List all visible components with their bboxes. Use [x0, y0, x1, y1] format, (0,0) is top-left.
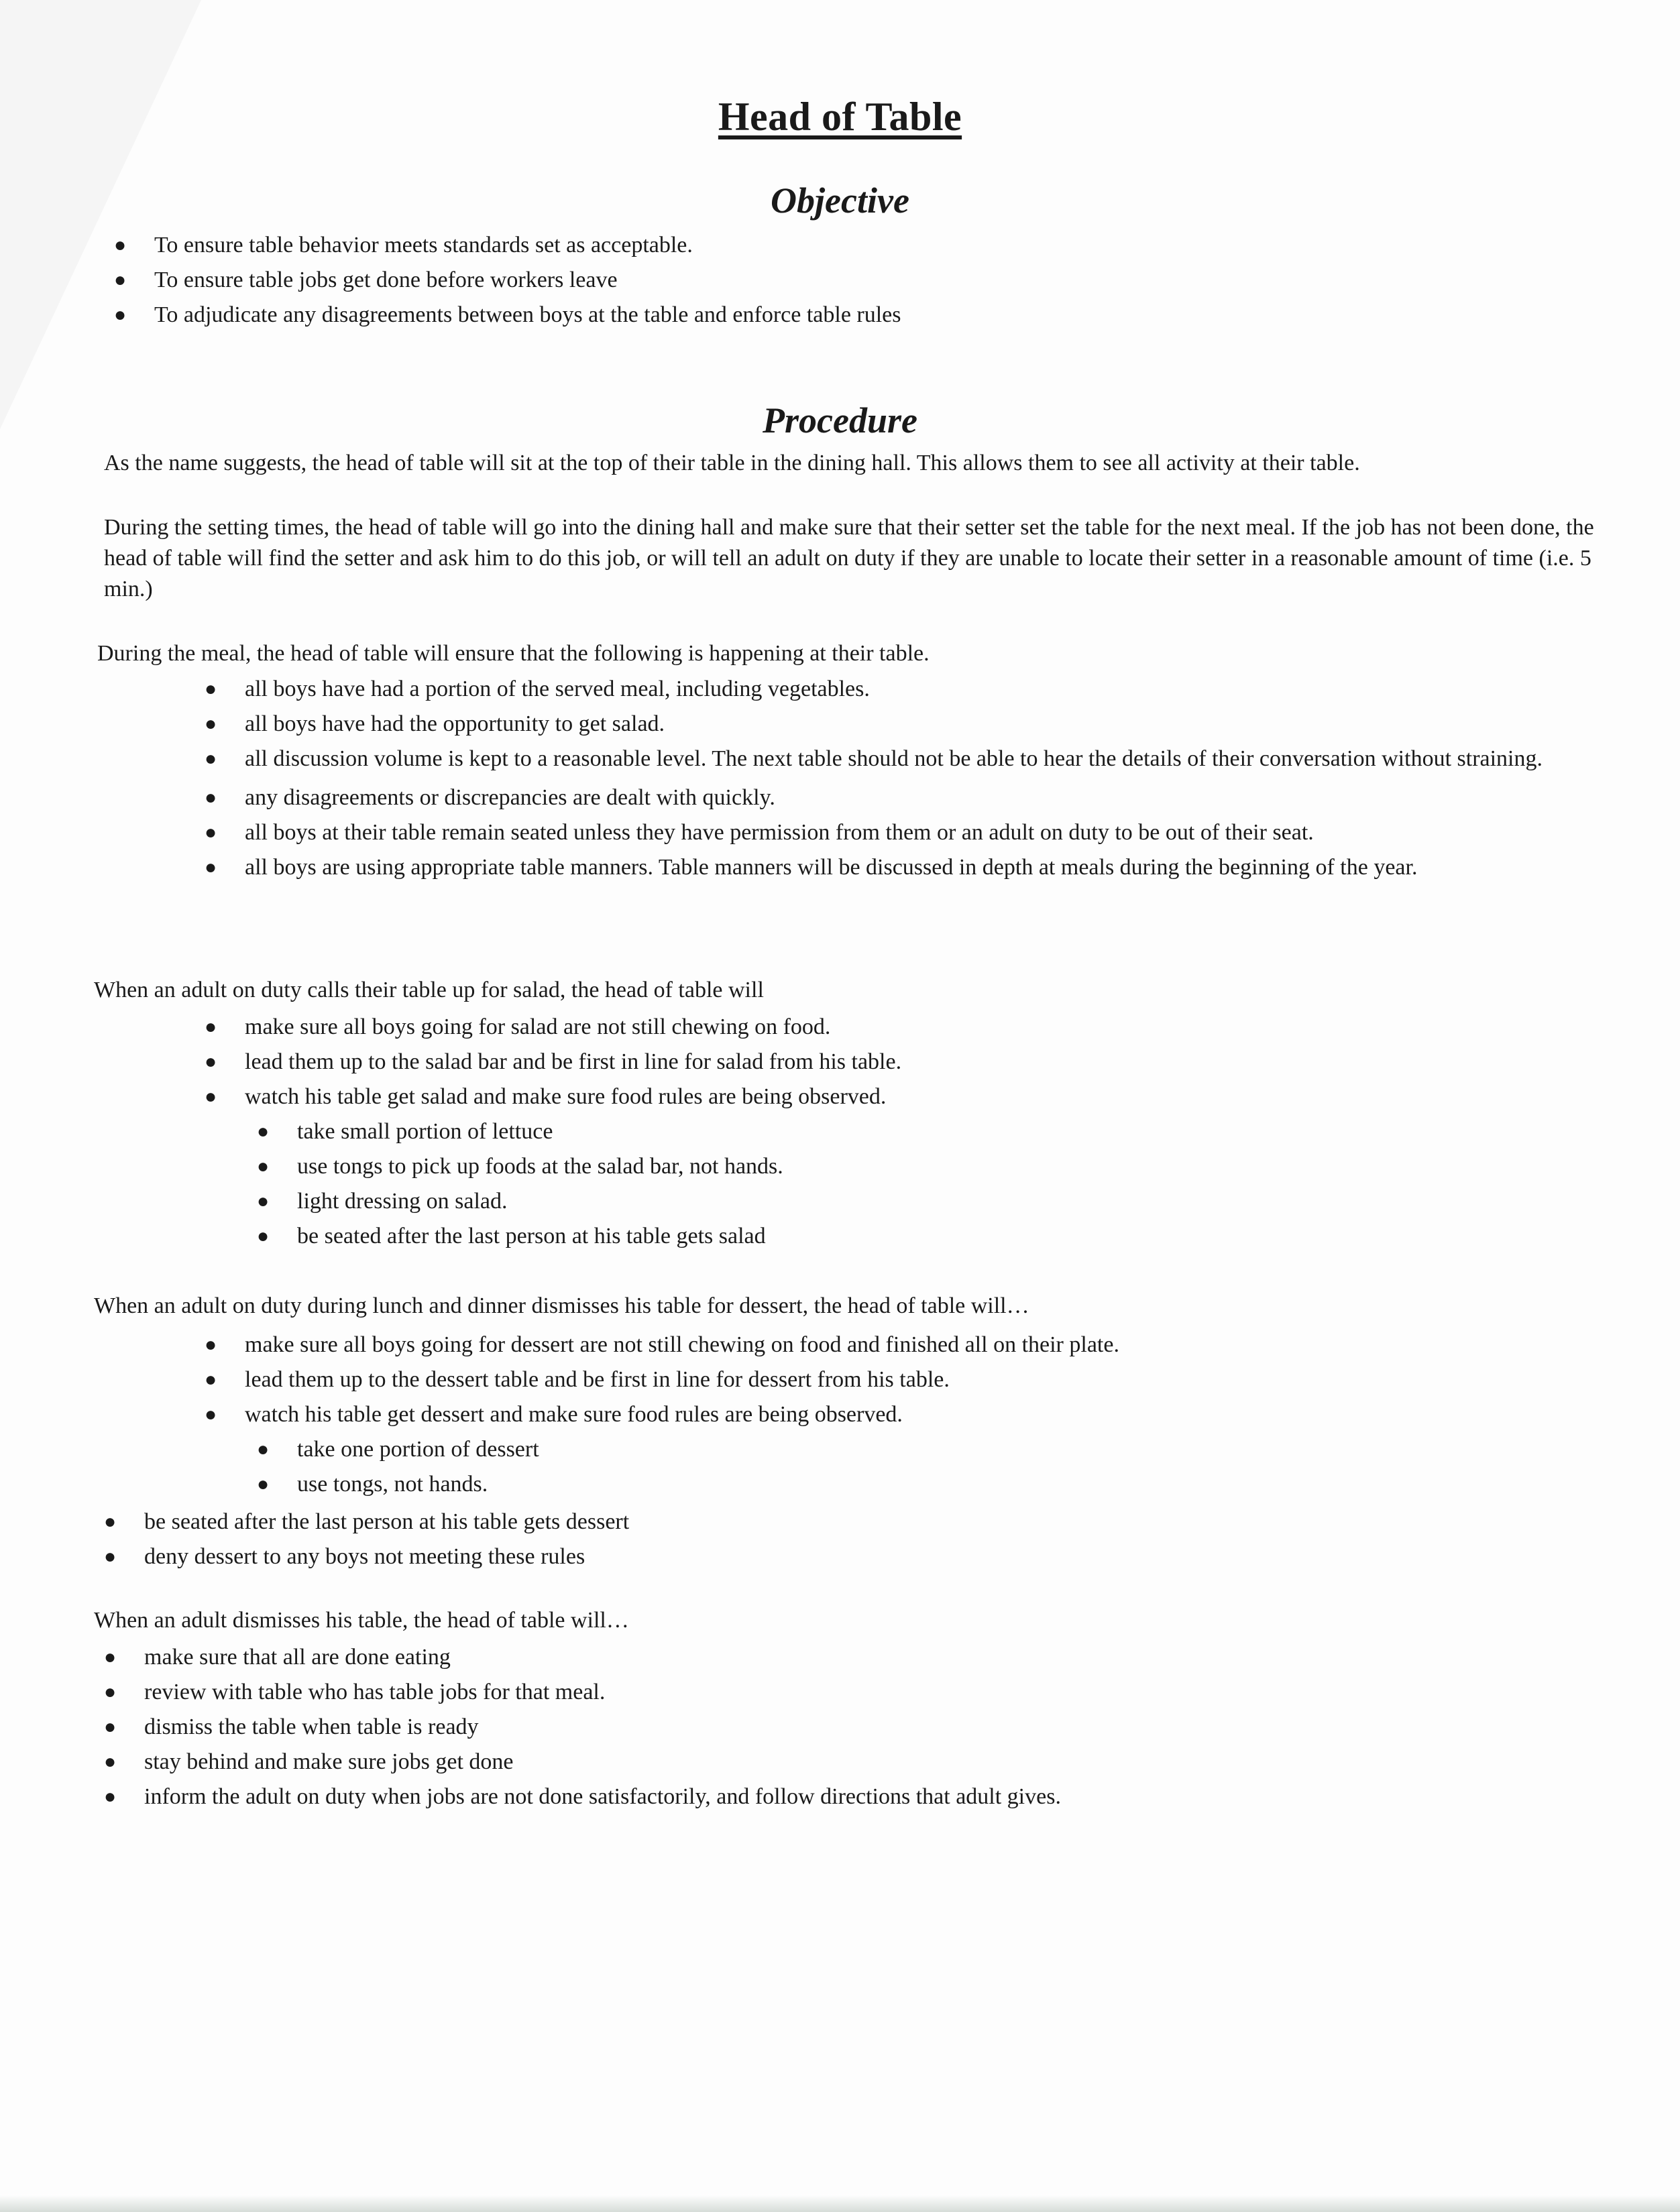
list-item: ● all discussion volume is kept to a reasonable level. The next table should not be able to hear the details of their conversation without straining.: [245, 742, 1620, 772]
bullet-icon: ●: [256, 1155, 270, 1177]
bullet-icon: ●: [256, 1473, 270, 1495]
bullet-icon: ●: [204, 1051, 217, 1073]
bullet-icon: ●: [103, 1751, 117, 1773]
bullet-icon: ●: [204, 1086, 217, 1108]
dismiss-list: [103, 1640, 1586, 1814]
scan-bottom-edge: [0, 2195, 1680, 2212]
bullet-icon: ●: [256, 1438, 270, 1460]
bullet-icon: ●: [256, 1225, 270, 1247]
list-item: ● be seated after the last person at his table gets dessert: [144, 1505, 1586, 1539]
dessert-lead: When an adult on duty during lunch and dinner dismisses his table for dessert, the head of table will…: [94, 1293, 1029, 1318]
procedure-heading: Procedure: [763, 400, 917, 441]
objective-heading: Objective: [771, 180, 909, 221]
list-item: ● light dressing on salad.: [297, 1184, 1605, 1219]
list-item: ● dismiss the table when table is ready: [144, 1710, 1586, 1745]
bullet-icon: ●: [103, 1646, 117, 1668]
bullet-icon: ●: [204, 787, 217, 809]
list-item: ● deny dessert to any boys not meeting these rules: [144, 1539, 1586, 1574]
salad-lead: When an adult on duty calls their table up for salad, the head of table will: [94, 978, 764, 1002]
list-item: ● watch his table get dessert and make sure food rules are being observed.: [245, 1397, 1620, 1432]
bullet-icon: ●: [113, 234, 127, 256]
list-item: ● lead them up to the salad bar and be first in line for salad from his table.: [245, 1045, 1620, 1080]
list-item: ● take small portion of lettuce: [297, 1114, 1605, 1149]
bullet-icon: ●: [113, 304, 127, 326]
list-item: ● all boys are using appropriate table manners. Table manners will be discussed in depth at meals during the beginning of the year.: [245, 850, 1620, 881]
meal-list: [204, 672, 1620, 881]
setting-paragraph: During the setting times, the head of table will go into the dining hall and make sure that their setter set the table for the next meal. If the job has not been done, the head of table will find the setter and ask him to do this job, or will tell an adult on duty if they are unable to locate their setter in a reasonable amount of time (i.e. 5 min.): [104, 515, 1594, 601]
list-item: ● be seated after the last person at his table gets salad: [297, 1219, 1605, 1254]
bullet-icon: ●: [204, 821, 217, 843]
list-item: ● any disagreements or discrepancies are dealt with quickly.: [245, 780, 1620, 815]
bullet-icon: ●: [103, 1511, 117, 1533]
list-item: ● To ensure table jobs get done before workers leave: [154, 263, 1563, 298]
list-item: ● To adjudicate any disagreements between boys at the table and enforce table rules: [154, 298, 1563, 333]
list-item: ● review with table who has table jobs for that meal.: [144, 1675, 1586, 1710]
bullet-icon: ●: [204, 678, 217, 700]
bullet-icon: ●: [103, 1546, 117, 1568]
list-item: ● take one portion of dessert: [297, 1432, 1605, 1467]
bullet-icon: ●: [204, 1334, 217, 1356]
list-item: ● To ensure table behavior meets standards set as acceptable.: [154, 228, 1563, 263]
list-item: ● make sure all boys going for salad are not still chewing on food.: [245, 1010, 1620, 1045]
bullet-icon: ●: [204, 1016, 217, 1038]
list-item: ● all boys have had a portion of the served meal, including vegetables.: [245, 672, 1620, 707]
list-item: ● watch his table get salad and make sure food rules are being observed.: [245, 1080, 1620, 1114]
bullet-icon: ●: [204, 856, 217, 878]
bullet-icon: ●: [204, 713, 217, 735]
dessert-outer-list: [103, 1505, 1586, 1574]
meal-lead: During the meal, the head of table will ensure that the following is happening at their table.: [97, 641, 930, 666]
bullet-icon: ●: [204, 1403, 217, 1425]
dessert-list: [204, 1328, 1620, 1432]
list-item: ● lead them up to the dessert table and be first in line for dessert from his table.: [245, 1362, 1620, 1397]
document-title: Head of Table: [718, 95, 962, 139]
list-item: ● inform the adult on duty when jobs are not done satisfactorily, and follow directions that adult gives.: [144, 1780, 1586, 1814]
bullet-icon: ●: [113, 269, 127, 291]
bullet-icon: ●: [204, 1369, 217, 1391]
bullet-icon: ●: [103, 1716, 117, 1738]
objective-list: [113, 228, 1563, 333]
list-item: ● use tongs, not hands.: [297, 1467, 1605, 1502]
bullet-icon: ●: [103, 1681, 117, 1703]
list-item: ● all boys have had the opportunity to get salad.: [245, 707, 1620, 742]
dismiss-lead: When an adult dismisses his table, the head of table will…: [94, 1608, 629, 1633]
list-item: ● stay behind and make sure jobs get done: [144, 1745, 1586, 1780]
dessert-sublist: [256, 1432, 1605, 1502]
list-item: ● make sure all boys going for dessert are not still chewing on food and finished all on their plate.: [245, 1328, 1620, 1362]
bullet-icon: ●: [256, 1190, 270, 1212]
list-item: ● make sure that all are done eating: [144, 1640, 1586, 1675]
list-item: ● use tongs to pick up foods at the salad bar, not hands.: [297, 1149, 1605, 1184]
bullet-icon: ●: [256, 1120, 270, 1143]
bullet-icon: ●: [204, 748, 217, 770]
salad-list: [204, 1010, 1620, 1114]
procedure-intro: As the name suggests, the head of table will sit at the top of their table in the dining hall. This allows them to see all activity at their table.: [104, 451, 1360, 475]
bullet-icon: ●: [103, 1786, 117, 1808]
list-item: ● all boys at their table remain seated unless they have permission from them or an adult on duty to be out of their seat.: [245, 815, 1620, 850]
salad-sublist: [256, 1114, 1605, 1254]
